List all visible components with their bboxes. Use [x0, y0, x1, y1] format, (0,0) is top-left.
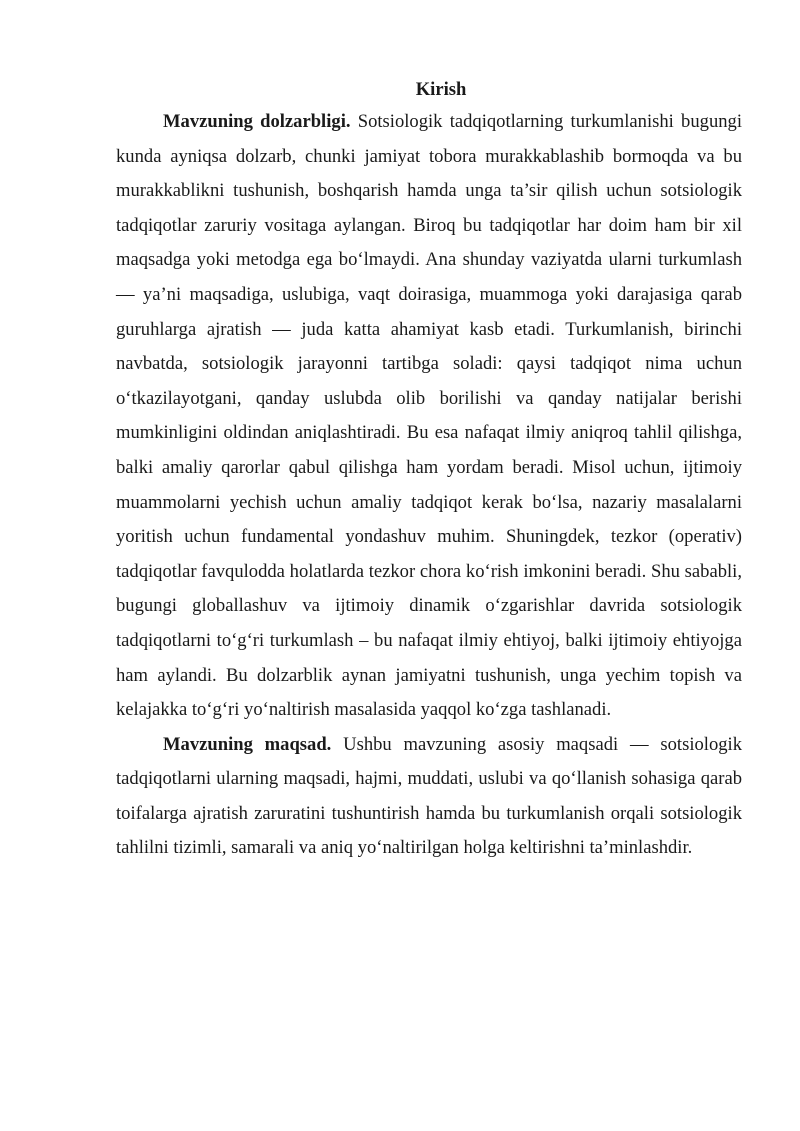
document-page — [116, 75, 742, 866]
paragraph-relevance — [116, 105, 742, 728]
goal-body: Ushbu mavzuning asosiy maqsadi — sotsiologik tadqiqotlarni ularning maqsadi, hajmi, muddati, uslubi va qo‘llanish sohasiga qarab toifalarga ajratish zaruratini tushuntirish hamda bu turkumlanish orqali sotsiologik tahlilni tizimli, samarali va aniq yo‘naltirilgan holga keltirishni ta’minlashdir. — [116, 733, 743, 859]
goal-heading: Mavzuning maqsad. — [163, 733, 332, 755]
relevance-body: Sotsiologik tadqiqotlarning turkumlanishi bugungi kunda ayniqsa dolzarb, chunki jamiyat tobora murakkablashib bormoqda va bu murakkablikni tushunish, boshqarish hamda unga ta’sir qilish uchun sotsiologik tadqiqotlar zaruriy vositaga aylangan. Biroq bu tadqiqotlar har doim ham bir xil maqsadga yoki metodga ega bo‘lmaydi. Ana shunday vaziyatda ularni turkumlash — ya’ni maqsadiga, uslubiga, vaqt doirasiga, muammoga yoki darajasiga qarab guruhlarga ajratish — juda katta ahamiyat kasb etadi. Turkumlanish, birinchi navbatda, sotsiologik jarayonni tartibga soladi: qaysi tadqiqot nima uchun o‘tkazilayotgani, qanday uslubda olib borilishi va qanday natijalar berishi mumkinligini oldindan aniqlashtiradi. Bu esa nafaqat ilmiy aniqroq tahlil qilishga, balki amaliy qarorlar qabul qilishga ham yordam beradi. Misol uchun, ijtimoiy muammolarni yechish uchun amaliy tadqiqot kerak bo‘lsa, nazariy masalalarni yoritish uchun fundamental yondashuv muhim. Shuningdek, tezkor (operativ) tadqiqotlar favqulodda holatlarda tezkor chora ko‘rish imkonini beradi. Shu sababli, bugungi globallashuv va ijtimoiy dinamik o‘zgarishlar davrida sotsiologik tadqiqotlarni to‘g‘ri turkumlash – bu nafaqat ilmiy ehtiyoj, balki ijtimoiy ehtiyojga ham aylandi. Bu dolzarblik aynan jamiyatni tushunish, unga yechim topish va kelajakka to‘g‘ri yo‘naltirish masalasida yaqqol ko‘zga tashlanadi. — [116, 111, 743, 721]
paragraph-goal — [116, 728, 742, 866]
page-title: Kirish — [415, 79, 467, 100]
relevance-heading: Mavzuning dolzarbligi. — [163, 111, 351, 132]
